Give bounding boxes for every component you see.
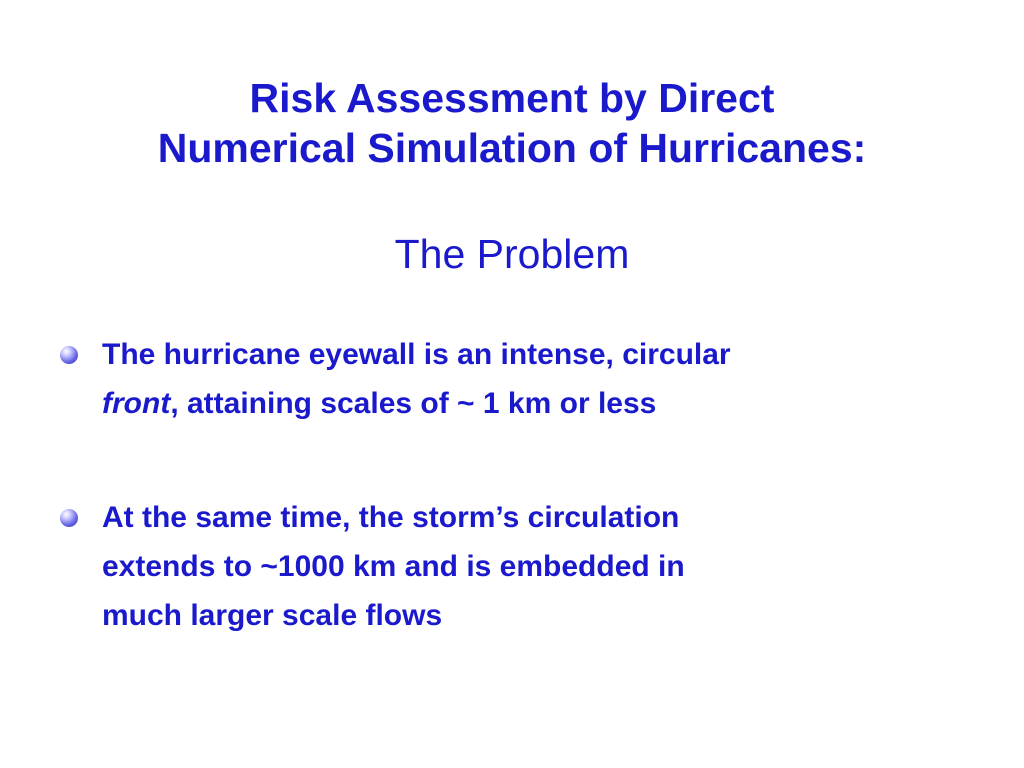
- bullet-1-emphasis: front: [102, 387, 171, 420]
- title-line-2: Numerical Simulation of Hurricanes:: [157, 125, 867, 172]
- bullet-item-2: [60, 493, 960, 640]
- title-line-1: Risk Assessment by Direct: [249, 75, 775, 122]
- bullet-item-1: [60, 330, 960, 428]
- bullet-dot-icon: [60, 509, 78, 527]
- bullet-1-line-1: The hurricane eyewall is an intense, circular: [102, 338, 731, 371]
- bullet-list: [60, 330, 960, 640]
- bullet-2-line-1: At the same time, the storm’s circulation: [102, 501, 680, 534]
- slide-title: [0, 73, 1024, 173]
- slide-subtitle: The Problem: [394, 231, 630, 277]
- bullet-2-line-3: much larger scale flows: [102, 599, 443, 632]
- bullet-2-line-2: extends to ~1000 km and is embedded in: [102, 550, 685, 583]
- bullet-1-rest: , attaining scales of ~ 1 km or less: [170, 387, 657, 420]
- bullet-dot-icon: [60, 346, 78, 364]
